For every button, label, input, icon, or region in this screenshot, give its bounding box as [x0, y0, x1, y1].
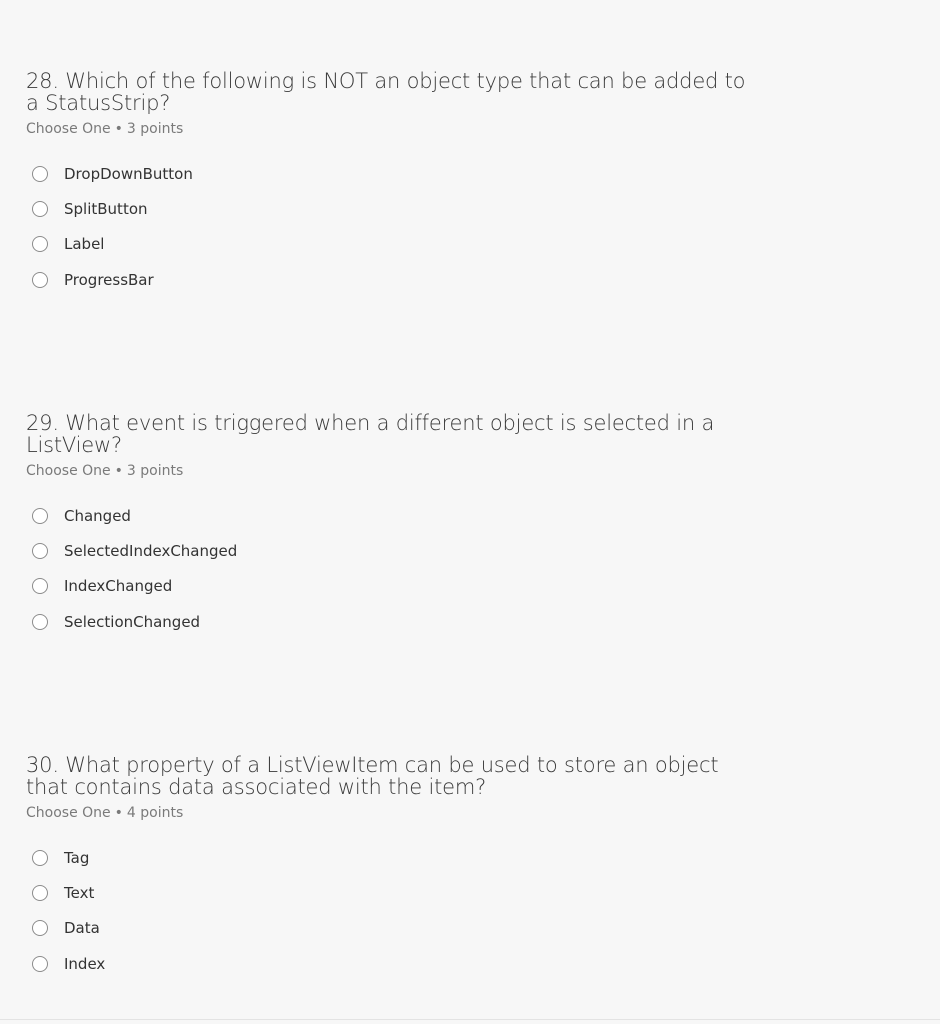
- radio-button[interactable]: [32, 508, 48, 524]
- question-type: Choose One: [26, 121, 111, 137]
- question-type: Choose One: [26, 805, 111, 821]
- meta-separator: •: [114, 121, 123, 137]
- answer-option[interactable]: [26, 156, 746, 191]
- answer-options: [26, 498, 746, 639]
- answer-label: Text: [64, 883, 95, 902]
- answer-option[interactable]: [26, 533, 746, 568]
- question-points: 4 points: [126, 805, 184, 821]
- answer-option[interactable]: [26, 875, 746, 910]
- radio-button[interactable]: [32, 578, 48, 594]
- question-meta: [26, 120, 746, 138]
- answer-option[interactable]: [26, 840, 746, 875]
- question-title: 28. Which of the following is NOT an object type that can be added to a StatusStrip?: [26, 69, 746, 115]
- answer-label: DropDownButton: [64, 164, 193, 183]
- meta-separator: •: [114, 463, 123, 479]
- radio-button[interactable]: [32, 920, 48, 936]
- question-title: 29. What event is triggered when a different object is selected in a ListView?: [26, 411, 715, 457]
- radio-button[interactable]: [32, 614, 48, 630]
- answer-label: Index: [64, 954, 106, 973]
- question-type: Choose One: [26, 463, 111, 479]
- question-meta: [26, 462, 746, 480]
- answer-label: Label: [64, 235, 105, 254]
- answer-label: IndexChanged: [64, 577, 173, 596]
- answer-option[interactable]: [26, 604, 746, 639]
- answer-option[interactable]: [26, 498, 746, 533]
- answer-options: [26, 156, 746, 297]
- answer-option[interactable]: [26, 191, 746, 226]
- radio-button[interactable]: [32, 885, 48, 901]
- radio-button[interactable]: [32, 166, 48, 182]
- answer-option[interactable]: [26, 946, 746, 981]
- answer-label: SplitButton: [64, 199, 148, 218]
- question-30: [26, 754, 746, 981]
- answer-option[interactable]: [26, 569, 746, 604]
- answer-label: Tag: [64, 848, 90, 867]
- answer-option[interactable]: [26, 911, 746, 946]
- radio-button[interactable]: [32, 201, 48, 217]
- question-29: [26, 412, 746, 639]
- radio-button[interactable]: [32, 272, 48, 288]
- answer-options: [26, 840, 746, 981]
- answer-label: SelectionChanged: [64, 612, 201, 631]
- answer-label: Data: [64, 919, 100, 938]
- answer-label: Changed: [64, 506, 131, 525]
- answer-label: SelectedIndexChanged: [64, 541, 238, 560]
- answer-label: ProgressBar: [64, 270, 154, 289]
- question-28: [26, 70, 746, 297]
- question-title: 30. What property of a ListViewItem can be used to store an object that contains data associated with the item?: [26, 753, 719, 799]
- radio-button[interactable]: [32, 236, 48, 252]
- question-points: 3 points: [126, 463, 184, 479]
- radio-button[interactable]: [32, 850, 48, 866]
- answer-option[interactable]: [26, 262, 746, 297]
- meta-separator: •: [114, 805, 123, 821]
- question-points: 3 points: [126, 121, 184, 137]
- radio-button[interactable]: [32, 543, 48, 559]
- question-meta: [26, 804, 746, 822]
- bottom-divider: [0, 1019, 940, 1020]
- radio-button[interactable]: [32, 956, 48, 972]
- answer-option[interactable]: [26, 227, 746, 262]
